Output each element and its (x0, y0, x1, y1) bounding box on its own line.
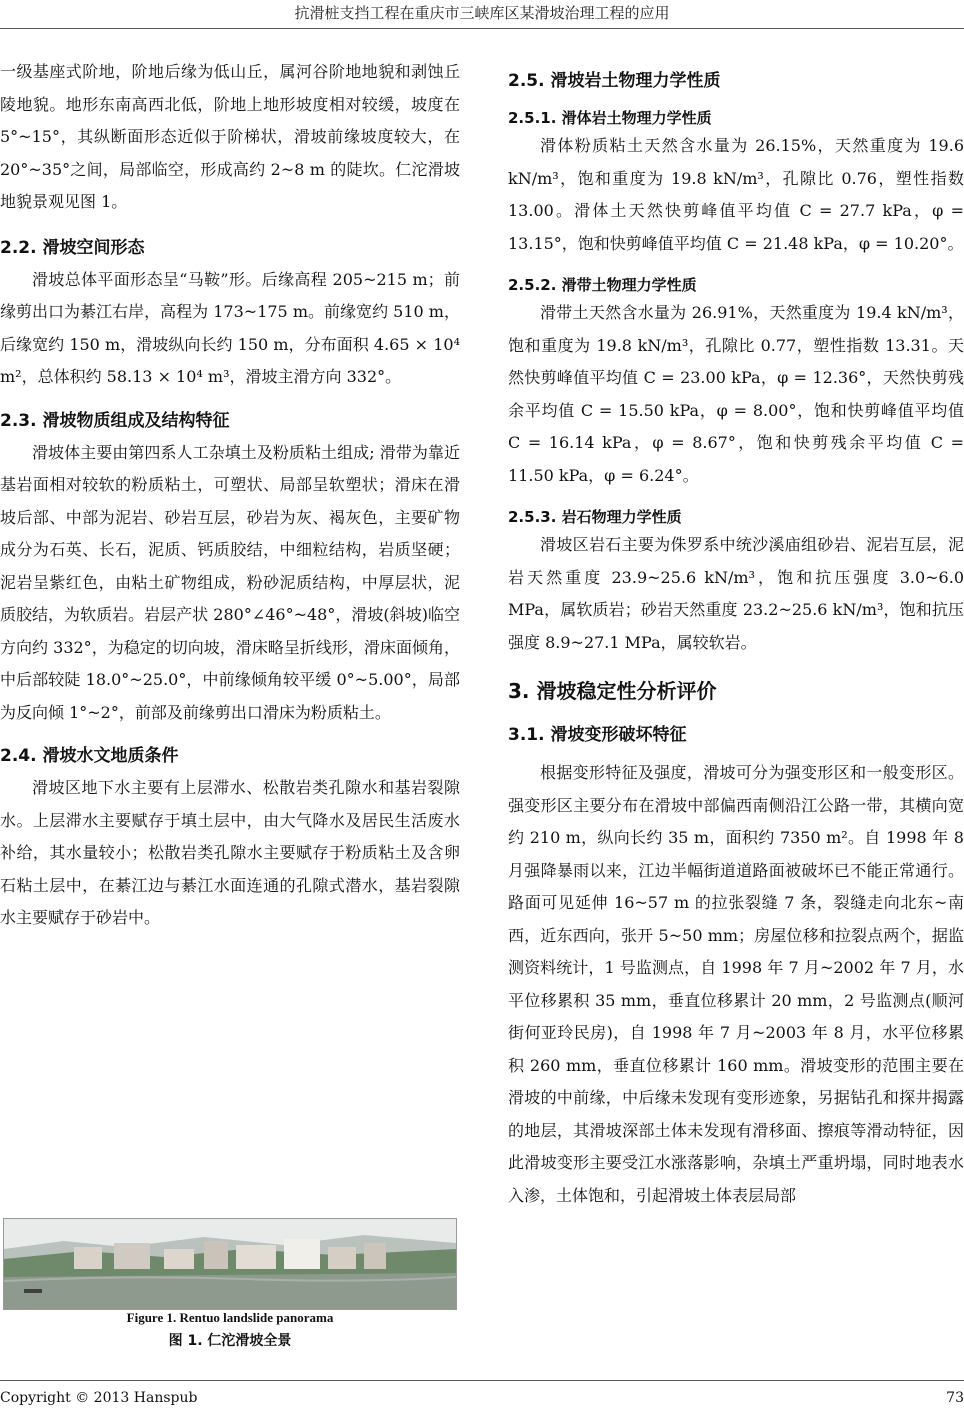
paragraph-2-5-2: 滑带土天然含水量为 26.91%，天然重度为 19.4 kN/m³，饱和重度为 19.8 kN/m³，孔隙比 0.77，塑性指数 13.31。天然快剪峰值平均值 C = 23.00 kPa，φ = 12.36°，天然快剪残余平均值 C = 15.50 kPa，φ = 8.00°，饱和快剪峰值平均值 C = 16.14 kPa，φ = 8.67°，饱和快剪残余平均值 C = 11.50 kPa，φ = 6.24°。 (508, 303, 964, 485)
paragraph-2-4: 滑坡区地下水主要有上层滞水、松散岩类孔隙水和基岩裂隙水。上层滞水主要赋存于填土层中，由大气降水及居民生活废水补给，其水量较小；松散岩类孔隙水主要赋存于粉质粘土及含卵石粘土层中，在綦江边与綦江水面连通的孔隙式潜水，基岩裂隙水主要赋存于砂岩中。 (0, 778, 460, 927)
paragraph-2-3: 滑坡体主要由第四系人工杂填土及粉质粘土组成; 滑带为靠近基岩面相对较软的粉质粘土，可塑状、局部呈软塑状；滑床在滑坡后部、中部为泥岩、砂岩互层，砂岩为灰、褐灰色，主要矿物成分为石英、长石，泥质、钙质胶结，中细粒结构，岩质坚硬；泥岩呈紫红色，由粘土矿物组成，粉砂泥质结构，中厚层状，泥质胶结，为软质岩。岩层产状 280°∠46°~48°，滑坡(斜坡)临空方向约 332°，为稳定的切向坡，滑床略呈折线形，滑床面倾角，中后部较陡 18.0°~25.0°，中前缘倾角较平缓 0°~5.00°，局部为反向倾 1°~2°，前部及前缘剪出口滑床为粉质粘土。 (0, 442, 460, 722)
heading-2-5-1: 2.5.1. 滑体岩土物理力学性质 (508, 109, 712, 127)
heading-2-5: 2.5. 滑坡岩土物理力学性质 (508, 71, 721, 91)
footer-rule (0, 1380, 964, 1381)
heading-2-4: 2.4. 滑坡水文地质条件 (0, 746, 179, 766)
right-column (508, 56, 964, 1212)
figure-caption-english: Figure 1. Rentuo landslide panorama (126, 1310, 334, 1325)
paragraph-landform: 一级基座式阶地，阶地后缘为低山丘，属河谷阶地地貌和剥蚀丘陵地貌。地形东南高西北低，阶地上地形坡度相对较缓，坡度在 5°~15°，其纵断面形态近似于阶梯状，滑坡前缘坡度较大，在 20°~35°之间，局部临空，形成高约 2~8 m 的陡坎。仁沱滑坡地貌景观见图 1。 (0, 62, 460, 211)
heading-2-5-3: 2.5.3. 岩石物理力学性质 (508, 508, 682, 526)
header-rule (0, 28, 964, 29)
heading-2-5-2: 2.5.2. 滑带土物理力学性质 (508, 276, 697, 294)
paragraph-3-1: 根据变形特征及强度，滑坡可分为强变形区和一般变形区。强变形区主要分布在滑坡中部偏西南侧沿江公路一带，其横向宽约 210 m，纵向长约 35 m，面积约 7350 m²。自 1998 年 8 月强降暴雨以来，江边半幅街道道路面被破坏已不能正常通行。路面可见延伸 16~57 m 的拉张裂缝 7 条，裂缝走向北东~南西，近东西向，张开 5~50 mm；房屋位移和拉裂点两个，据监测资料统计，1 号监测点，自 1998 年 7 月~2002 年 7 月，水平位移累积 35 mm，垂直位移累计 20 mm，2 号监测点(顺河街何亚玲民房)，自 1998 年 7 月~2003 年 8 月，水平位移累积 260 mm，垂直位移累计 160 mm。滑坡变形的范围主要在滑坡的中前缘，中后缘未发现有变形迹象，另据钻孔和探井揭露的地层，其滑坡深部土体未发现有滑移面、擦痕等滑动特征，因此滑坡变形主要受江水涨落影响，杂填土严重坍塌，同时地表水入渗，土体饱和，引起滑坡土体表层局部 (508, 763, 964, 1205)
paragraph-2-5-3: 滑坡区岩石主要为侏罗系中统沙溪庙组砂岩、泥岩互层，泥岩天然重度 23.9~25.6 kN/m³，饱和抗压强度 3.0~6.0 MPa，属软质岩；砂岩天然重度 23.2~25.6 kN/m³，饱和抗压强度 8.9~27.1 MPa，属较软岩。 (508, 535, 964, 652)
heading-3-1: 3.1. 滑坡变形破坏特征 (508, 725, 687, 745)
figure-caption-chinese: 图 1. 仁沱滑坡全景 (168, 1333, 292, 1349)
heading-2-3: 2.3. 滑坡物质组成及结构特征 (0, 410, 230, 431)
left-column (0, 56, 460, 935)
landslide-panorama-photo (3, 1218, 457, 1310)
heading-3: 3. 滑坡稳定性分析评价 (508, 679, 717, 703)
paragraph-2-2: 滑坡总体平面形态呈“马鞍”形。后缘高程 205~215 m；前缘剪出口为綦江右岸，高程为 173~175 m。前缘宽约 510 m，后缘宽约 150 m，滑坡纵向长约 150 m，分布面积 4.65 × 10⁴ m²，总体积约 58.13 × 10⁴ m³，滑坡主滑方向 332°。 (0, 269, 460, 386)
footer-copyright: Copyright © 2013 Hanspub (0, 1390, 198, 1406)
page-number: 73 (946, 1390, 964, 1406)
paragraph-2-5-1: 滑体粉质粘土天然含水量为 26.15%，天然重度为 19.6 kN/m³，饱和重度为 19.8 kN/m³，孔隙比 0.76，塑性指数 13.00。滑体土天然快剪峰值平均值 C = 27.7 kPa，φ = 13.15°，饱和快剪峰值平均值 C = 21.48 kPa，φ = 10.20°。 (508, 136, 964, 253)
running-header: 抗滑桩支挡工程在重庆市三峡库区某滑坡治理工程的应用 (294, 4, 670, 22)
heading-2-2: 2.2. 滑坡空间形态 (0, 237, 145, 258)
